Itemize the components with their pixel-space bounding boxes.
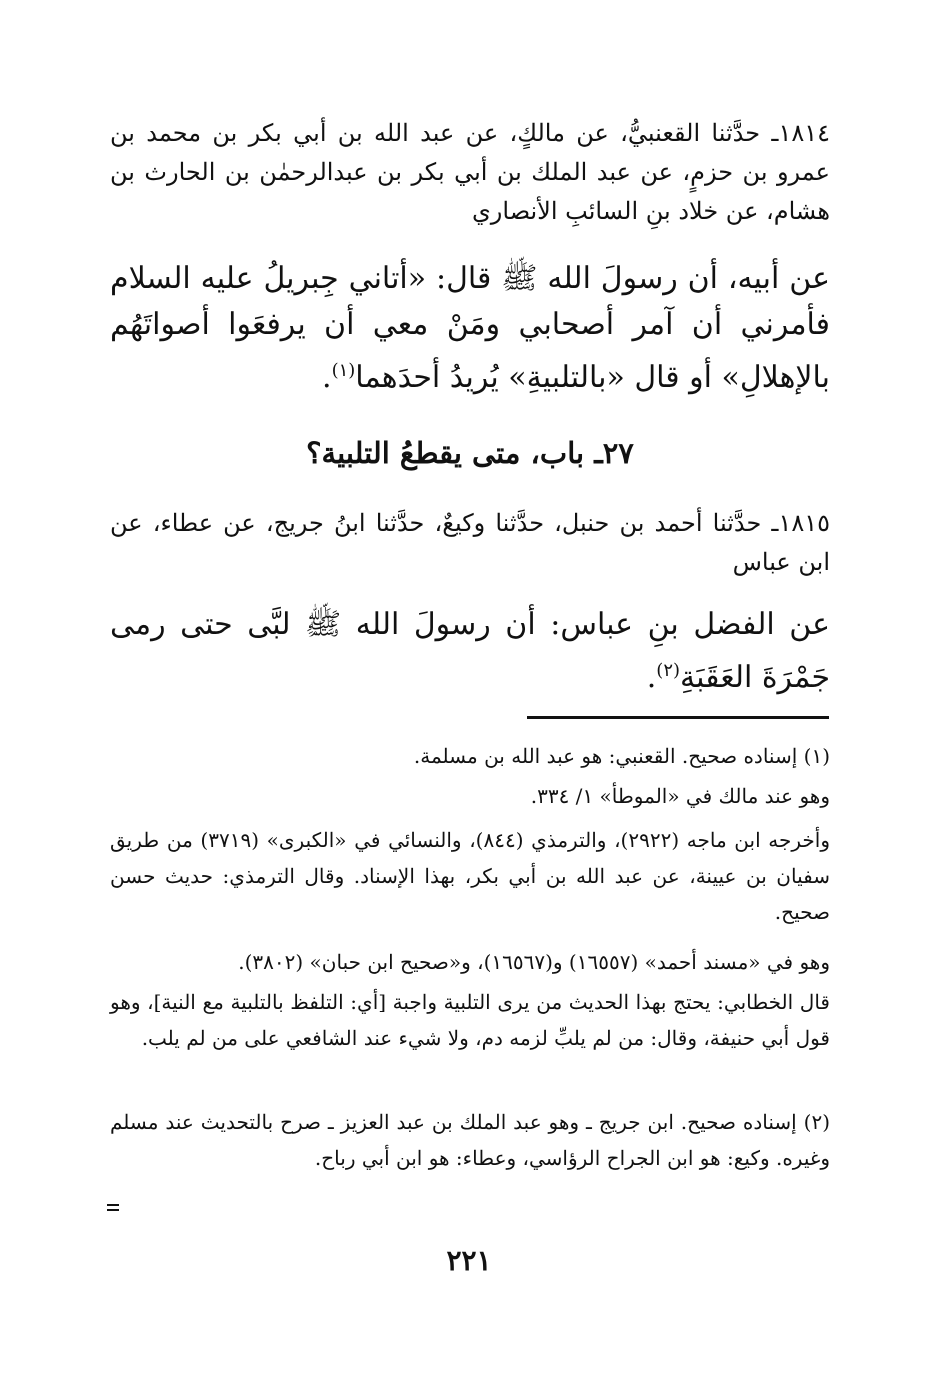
hadith-1815-isnad: [110, 504, 830, 582]
hadith-1814-isnad: [110, 114, 830, 231]
hadith-1815-matn: [110, 602, 830, 701]
hadith-1814-matn-text: عن أبيه، أن رسولَ الله ﷺ قال: «أتاني جِبريلُ عليه السلام فأمرني أن آمر أصحابي ومَنْ معي أن يرفعَوا أصواتَهُم بالإهلالِ» أو قال «بالتلبيةِ» يُريدُ أحدَهما: [110, 261, 830, 395]
hadith-1814-matn: [110, 256, 830, 401]
chapter-heading: ٢٧ـ باب، متى يقطعُ التلبية؟: [306, 436, 634, 470]
footnote-2: (٢) إسناده صحيح. ابن جريج ـ وهو عبد الملك بن عبد العزيز ـ صرح بالتحديث عند مسلم وغيره. وكيع: هو ابن الجراح الرؤاسي، وعطاء: هو ابن أبي رباح.: [110, 1110, 830, 1170]
page-number: ٢٢١: [446, 1244, 492, 1277]
footnote-1-line-5: قال الخطابي: يحتج بهذا الحديث من يرى التلبية واجبة [أي: التلفظ بالتلبية مع النية]، وهو قول أبي حنيفة، وقال: من لم يلبِّ لزمه دم، ولا شيء عند الشافعي على من لم يلب.: [110, 990, 830, 1050]
hadith-1815-end: .: [646, 660, 657, 695]
hadith-1814-end: .: [322, 360, 332, 395]
footnote-separator: [527, 716, 829, 719]
continuation-mark: [107, 1204, 119, 1212]
hadith-1815-matn-text: عن الفضل بنِ عباس: أن رسولَ الله ﷺ لبَّى حتى رمى جَمْرَةَ العَقَبَةِ: [110, 607, 830, 695]
footnote-ref-2[interactable]: (٢): [656, 660, 681, 681]
hadith-1815-isnad-text: ١٨١٥ـ حدَّثنا أحمد بن حنبل، حدَّثنا وكيعٌ، حدَّثنا ابنُ جريج، عن عطاء، عن ابن عباس: [110, 509, 830, 576]
footnote-1-line-1: (١) إسناده صحيح. القعنبي: هو عبد الله بن مسلمة.: [413, 744, 830, 768]
footnote-1-line-4: وهو في «مسند أحمد» (١٦٥٥٧) و(١٦٥٦٧)، و«صحيح ابن حبان» (٣٨٠٢).: [238, 950, 830, 974]
footnote-1-line-2: وهو عند مالك في «الموطأ» ١/ ٣٣٤.: [530, 784, 830, 808]
footnote-ref-1[interactable]: (١): [331, 360, 356, 381]
hadith-1814-isnad-text: ١٨١٤ـ حدَّثنا القعنبيُّ، عن مالكٍ، عن عبد الله بن أبي بكر بن محمد بن عمرو بن حزمٍ، عن عبد الملك بن أبي بكر بن عبدالرحمٰن بن الحارث بن هشام، عن خلاد بنِ السائبِ الأنصاري: [110, 119, 830, 225]
footnote-1-line-3: وأخرجه ابن ماجه (٢٩٢٢)، والترمذي (٨٤٤)، والنسائي في «الكبرى» (٣٧١٩) من طريق سفيان بن عيينة، عن عبد الله بن أبي بكر، بهذا الإسناد. وقال الترمذي: حديث حسن صحيح.: [110, 828, 830, 924]
